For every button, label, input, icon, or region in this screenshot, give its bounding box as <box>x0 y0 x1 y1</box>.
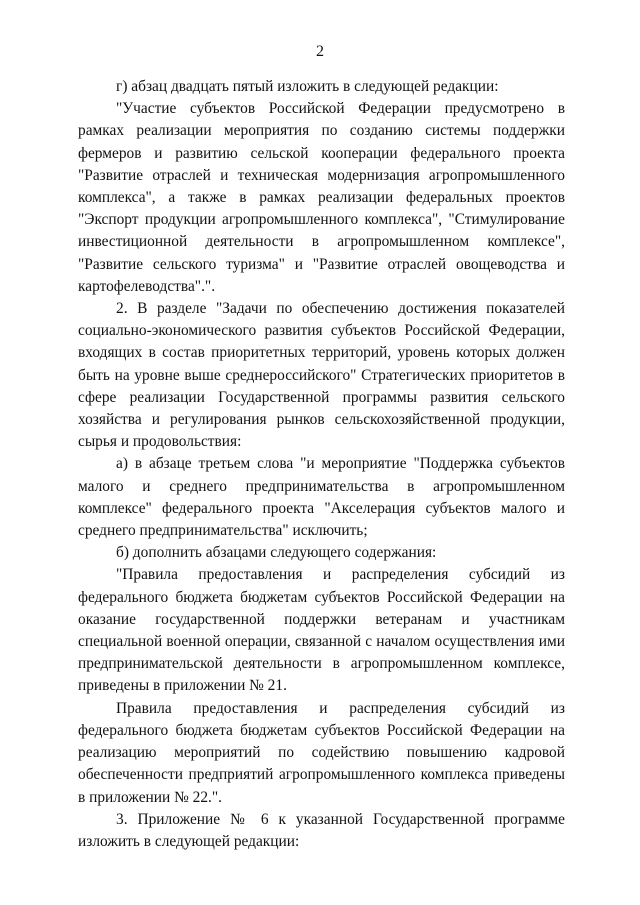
paragraph-rules-veterans: "Правила предоставления и распределения субсидий из федерального бюджета бюджетам субъектов Российской Федерации на оказание государственной поддержки ветеранам и участникам специальной военной операции, связанной с началом осуществления ими предпринимательской деятельности в агропромышленном комплексе, приведены в приложении № 21. <box>78 566 565 695</box>
paragraph-rules-staffing: Правила предоставления и распределения субсидий из федерального бюджета бюджетам субъектов Российской Федерации на реализацию мероприятий по содействию повышению кадровой обеспеченности предприятий агропромышленного комплекса приведены в приложении № 22.". <box>78 699 565 806</box>
document-body <box>78 76 565 853</box>
paragraph-section-2: 2. В разделе "Задачи по обеспечению достижения показателей социально-экономического развития субъектов Российской Федерации, входящих в состав приоритетных территорий, уровень которых должен быть на уровне выше среднероссийского" Стратегических приоритетов в сфере реализации Государственной программы развития сельского хозяйства и регулирования рынков сельскохозяйственной продукции, сырья и продовольствия: <box>78 300 565 451</box>
paragraph-section-3: 3. Приложение № 6 к указанной Государственной программе изложить в следующей редакции: <box>78 810 565 850</box>
paragraph-quote-participation: "Участие субъектов Российской Федерации предусмотрено в рамках реализации мероприятия по созданию системы поддержки фермеров и развитию сельской кооперации федерального проекта "Развитие отраслей и техническая модернизация агропромышленного комплекса", а также в рамках реализации федеральных проектов "Экспорт продукции агропромышленного комплекса", "Стимулирование инвестиционной деятельности в агропромышленном комплексе", "Развитие сельского туризма" и "Развитие отраслей овощеводства и картофелеводства".". <box>78 100 565 295</box>
paragraph-item-b: б) дополнить абзацами следующего содержания: <box>116 544 437 562</box>
page-number: 2 <box>316 43 324 60</box>
paragraph-item-g: г) абзац двадцать пятый изложить в следующей редакции: <box>116 78 499 95</box>
paragraph-item-a: а) в абзаце третьем слова "и мероприятие "Поддержка субъектов малого и среднего предпринимательства в агропромышленном комплексе" федерального проекта "Акселерация субъектов малого и среднего предпринимательства" исключить; <box>78 455 565 540</box>
